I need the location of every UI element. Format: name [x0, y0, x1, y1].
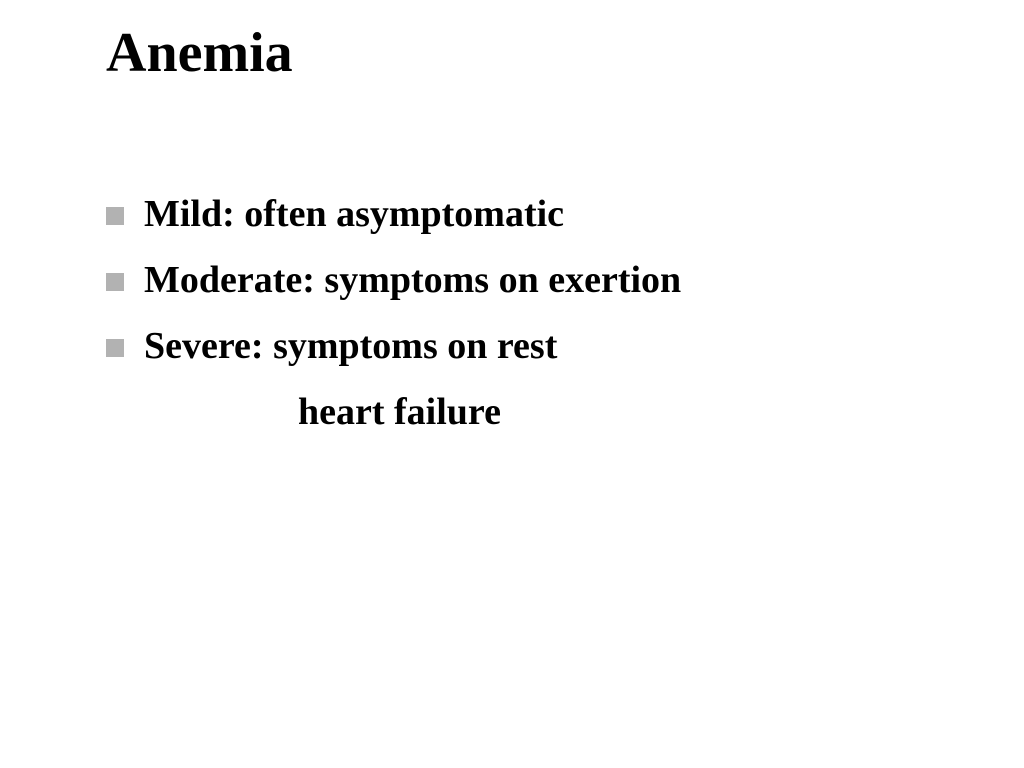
square-bullet-icon — [106, 273, 124, 291]
slide-title: Anemia — [106, 22, 293, 84]
continuation-text: heart failure — [298, 391, 501, 433]
bullet-text: Moderate: symptoms on exertion — [144, 259, 682, 301]
bullet-text: Severe: symptoms on rest — [144, 325, 558, 367]
bullet-text: Mild: often asymptomatic — [144, 193, 565, 235]
square-bullet-icon — [106, 207, 124, 225]
square-bullet-icon — [106, 339, 124, 357]
